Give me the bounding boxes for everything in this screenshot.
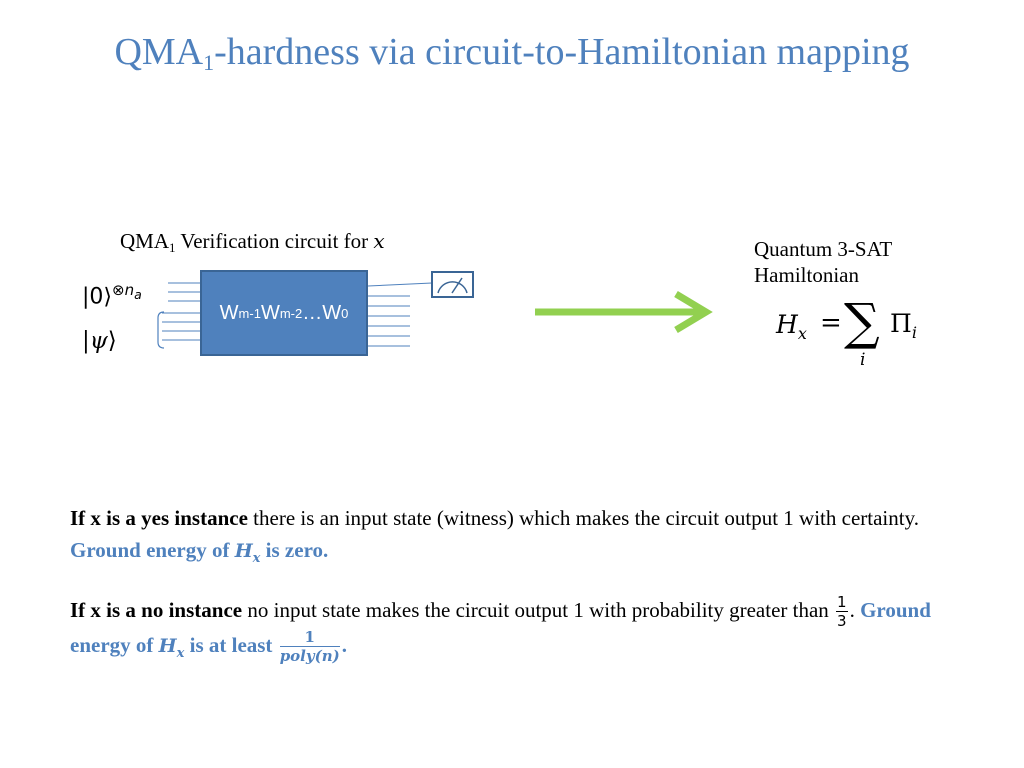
projector-term: $\Pi_i$ xyxy=(890,309,917,342)
output-wires xyxy=(368,283,432,346)
witness-input-label: |ψ⟩ xyxy=(82,328,117,354)
yes-instance-paragraph: If x is a yes instance there is an input state (witness) which makes the circuit output 1 with certainty. Ground energy of $H_x$ is zero. xyxy=(70,506,919,566)
witness-bracket xyxy=(158,312,164,348)
slide-title: $QMA_1$-hardness via circuit-to-Hamiltonian mapping xyxy=(114,31,910,75)
hamiltonian-label: Quantum 3-SAT Hamiltonian xyxy=(754,237,893,287)
ancilla-input-label: |0⟩$^{\otimes n_a}$ xyxy=(82,281,142,310)
gap-bound-fraction: $\frac{1}{\text{poly(n)}}$ xyxy=(279,628,340,666)
summation-index: i xyxy=(860,350,866,370)
summation-symbol: ∑ xyxy=(844,293,880,351)
one-third-fraction: $\frac{1}{3}$ xyxy=(837,593,847,631)
mapping-arrow-icon xyxy=(535,294,706,330)
verification-circuit-gate: W m-1 W m-2 …W 0 xyxy=(200,270,368,356)
formula-lhs: $H_x$ xyxy=(776,310,807,343)
formula-equals: = xyxy=(820,308,842,338)
no-instance-paragraph: If x is a no instance no input state makes the circuit output 1 with probability greater than $\frac{1}{3}$ . Ground energy of $H_x$ is at least $\frac{1}{\text{poly(n)}}$ . xyxy=(70,593,931,666)
circuit-caption: $QMA_1$ Verification circuit for x xyxy=(120,229,385,255)
measurement-icon xyxy=(432,272,473,297)
input-wires xyxy=(162,283,200,340)
hamiltonian-formula xyxy=(776,292,926,372)
